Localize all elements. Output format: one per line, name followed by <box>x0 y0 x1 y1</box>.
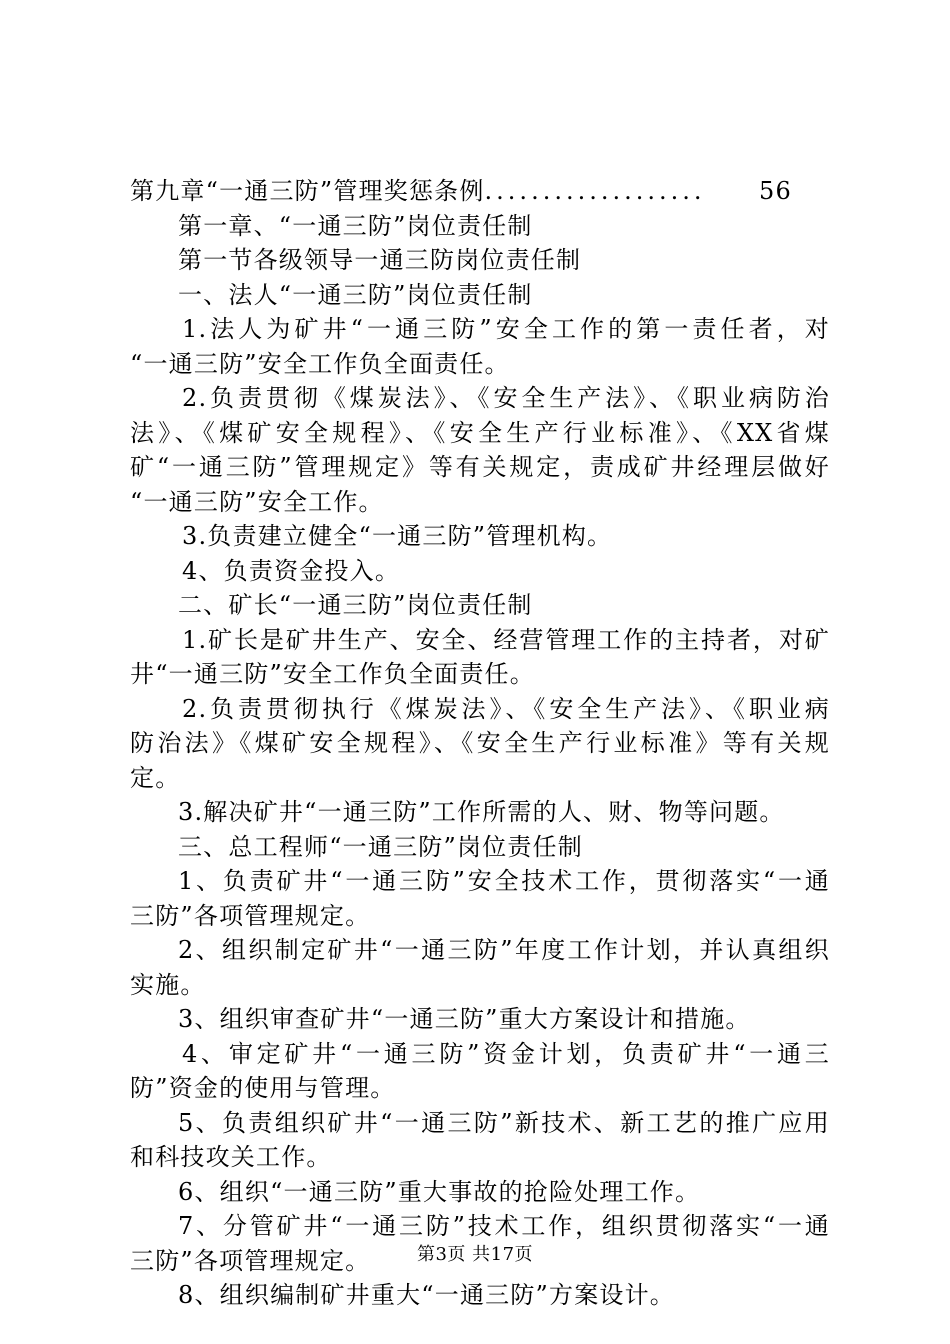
text-line: 1、负责矿井“一通三防”安全技术工作，贯彻落实“一通 <box>178 867 830 895</box>
text-line: 一、法人“一通三防”岗位责任制 <box>178 280 533 309</box>
text-line: “一通三防”安全工作负全面责任。 <box>130 349 510 378</box>
toc-leader-dots: ................... <box>484 177 706 205</box>
text-line: 实施。 <box>130 970 206 999</box>
text-line: 5、负责组织矿井“一通三防”新技术、新工艺的推广应用 <box>178 1108 830 1137</box>
text-line: 6、组织“一通三防”重大事故的抢险处理工作。 <box>178 1177 701 1206</box>
text-line: 第一节各级领导一通三防岗位责任制 <box>178 246 582 274</box>
text-line: 3.负责建立健全“一通三防”管理机构。 <box>182 522 613 550</box>
text-line: 3、组织审查矿井“一通三防”重大方案设计和措施。 <box>178 1005 751 1033</box>
text-line: 防”资金的使用与管理。 <box>130 1074 396 1102</box>
text-line: 1.法人为矿井“一通三防”安全工作的第一责任者，对 <box>182 315 830 343</box>
text-line: 三、总工程师“一通三防”岗位责任制 <box>178 832 583 861</box>
text-line: 2.负责贯彻《煤炭法》、《安全生产法》、《职业病防治 <box>182 384 830 412</box>
text-line: 4、审定矿井“一通三防”资金计划，负责矿井“一通三 <box>182 1039 830 1068</box>
text-line: 4、负责资金投入。 <box>182 556 401 585</box>
text-line: 8、组织编制矿井重大“一通三防”方案设计。 <box>178 1281 676 1309</box>
text-line: 1.矿长是矿井生产、安全、经营管理工作的主持者，对矿 <box>182 625 830 654</box>
toc-entry-page: 56 <box>759 177 792 205</box>
text-line: 三防”各项管理规定。 <box>130 1246 371 1275</box>
page-footer: 第3页 共17页 <box>416 1244 534 1265</box>
text-line: 2.负责贯彻执行《煤炭法》、《安全生产法》、《职业病 <box>182 694 830 723</box>
text-line: 2、组织制定矿井“一通三防”年度工作计划，并认真组织 <box>178 936 830 964</box>
text-line: 三防”各项管理规定。 <box>130 901 371 930</box>
text-line: 二、矿长“一通三防”岗位责任制 <box>178 591 533 619</box>
text-line: 矿“一通三防”管理规定》等有关规定，责成矿井经理层做好 <box>130 453 830 481</box>
text-line: 定。 <box>130 763 181 792</box>
text-line: 3.解决矿井“一通三防”工作所需的人、财、物等问题。 <box>178 798 785 826</box>
text-line: 第一章、“一通三防”岗位责任制 <box>178 211 533 240</box>
text-line: “一通三防”安全工作。 <box>130 487 384 516</box>
toc-entry-title: 第九章“一通三防”管理奖惩条例 <box>130 177 485 205</box>
text-line: 7、分管矿井“一通三防”技术工作，组织贯彻落实“一通 <box>178 1212 830 1240</box>
text-line: 法》、《煤矿安全规程》、《安全生产行业标准》、《XX省煤 <box>130 418 830 447</box>
text-line: 防治法》《煤矿安全规程》、《安全生产行业标准》等有关规 <box>130 729 830 757</box>
document-body <box>130 174 830 1313</box>
text-line: 和科技攻关工作。 <box>130 1143 332 1171</box>
toc-entry <box>130 174 792 209</box>
text-line: 井“一通三防”安全工作负全面责任。 <box>130 660 535 688</box>
